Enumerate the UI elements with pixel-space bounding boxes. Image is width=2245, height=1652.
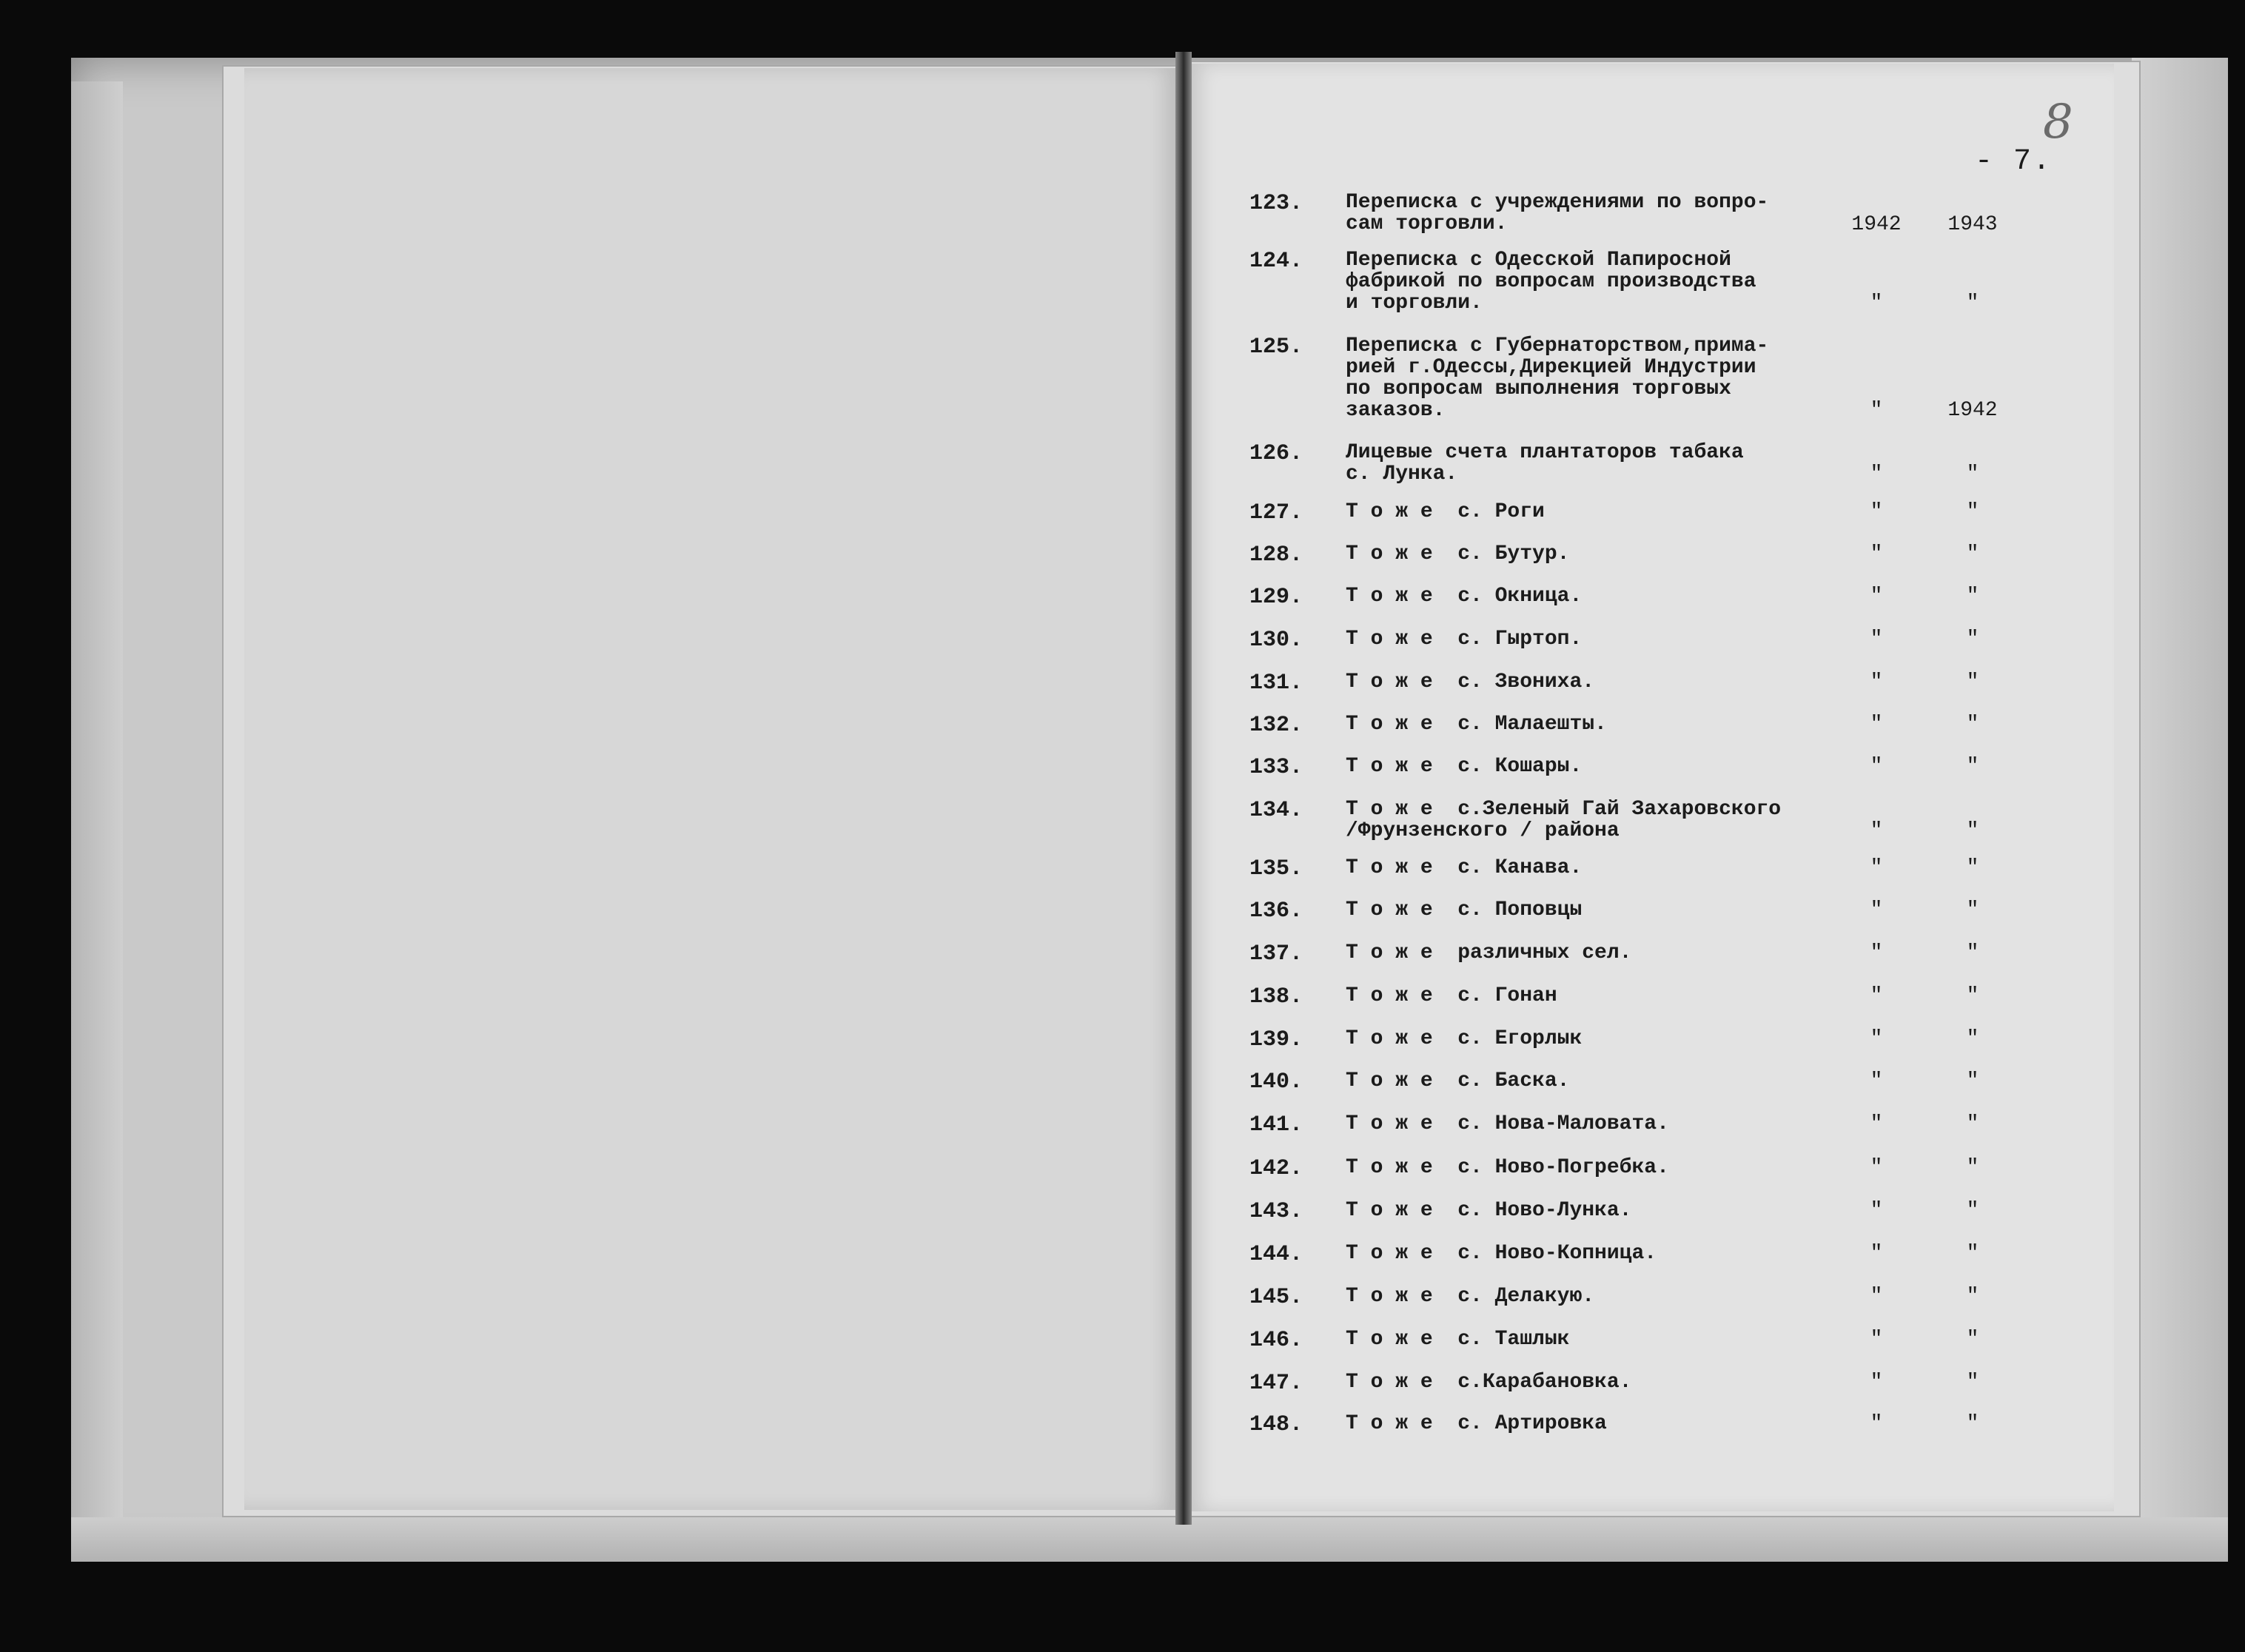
entry-title: Т о ж е с. Ново-Лунка. bbox=[1346, 1199, 1632, 1222]
entry-number: 131. bbox=[1249, 671, 1303, 696]
entry-number: 125. bbox=[1249, 335, 1303, 360]
entry-number: 132. bbox=[1249, 713, 1303, 738]
folder-flap-bottom bbox=[71, 1517, 2228, 1562]
entry-end-year: " bbox=[1966, 984, 1979, 1007]
entry-start-year: " bbox=[1870, 1412, 1883, 1435]
entry-number: 124. bbox=[1249, 249, 1303, 274]
entry-end-year: " bbox=[1966, 941, 1979, 964]
entry-start-year: " bbox=[1870, 463, 1883, 486]
entry-end-year: " bbox=[1966, 1285, 1979, 1308]
entry-end-year: " bbox=[1966, 292, 1979, 315]
entry-number: 146. bbox=[1249, 1328, 1303, 1353]
entry-start-year: " bbox=[1870, 399, 1883, 422]
folder-flap-right bbox=[2132, 58, 2228, 1562]
entry-number: 142. bbox=[1249, 1156, 1303, 1181]
entry-title: Т о ж е с. Канава. bbox=[1346, 856, 1583, 879]
entry-title: Т о ж е с. Поповцы bbox=[1346, 899, 1583, 921]
entry-end-year: " bbox=[1966, 671, 1979, 694]
entry-start-year: " bbox=[1870, 1199, 1883, 1222]
entry-number: 133. bbox=[1249, 755, 1303, 780]
entry-end-year: " bbox=[1966, 1070, 1979, 1092]
entry-title: Т о ж е с. Бутур. bbox=[1346, 543, 1570, 565]
entry-start-year: " bbox=[1870, 1112, 1883, 1135]
entry-title: Т о ж е с. Роги bbox=[1346, 500, 1545, 523]
entry-end-year: " bbox=[1966, 1112, 1979, 1135]
entry-title: Т о ж е с. Делакую. bbox=[1346, 1285, 1595, 1308]
entry-number: 144. bbox=[1249, 1242, 1303, 1267]
entry-number: 143. bbox=[1249, 1199, 1303, 1224]
entry-start-year: " bbox=[1870, 1242, 1883, 1265]
entry-title: Т о ж е с. Малаешты. bbox=[1346, 713, 1607, 736]
entry-title: Т о ж е с. Гыртоп. bbox=[1346, 628, 1583, 651]
entry-start-year: " bbox=[1870, 500, 1883, 523]
entry-end-year: 1943 bbox=[1947, 213, 1998, 236]
entry-end-year: " bbox=[1966, 628, 1979, 651]
entry-title: Т о ж е с. Ташлык bbox=[1346, 1328, 1570, 1351]
blank-left-page bbox=[244, 68, 1178, 1510]
entry-number: 141. bbox=[1249, 1112, 1303, 1138]
entry-title: Т о ж е с. Егорлык bbox=[1346, 1027, 1583, 1050]
book-gutter bbox=[1175, 52, 1192, 1525]
entry-title: Переписка с учреждениями по вопро- сам торговли. bbox=[1346, 191, 1769, 235]
entry-number: 126. bbox=[1249, 441, 1303, 466]
entry-number: 127. bbox=[1249, 500, 1303, 526]
entry-number: 140. bbox=[1249, 1070, 1303, 1095]
entry-end-year: " bbox=[1966, 1199, 1979, 1222]
entry-number: 129. bbox=[1249, 585, 1303, 610]
entry-start-year: " bbox=[1870, 713, 1883, 736]
entry-number: 136. bbox=[1249, 899, 1303, 924]
entry-number: 145. bbox=[1249, 1285, 1303, 1310]
entry-start-year: " bbox=[1870, 543, 1883, 565]
entry-title: Т о ж е с. Гонан bbox=[1346, 984, 1557, 1007]
entry-number: 134. bbox=[1249, 798, 1303, 823]
entry-title: Т о ж е с. Баска. bbox=[1346, 1070, 1570, 1092]
entry-end-year: " bbox=[1966, 755, 1979, 778]
entry-end-year: " bbox=[1966, 856, 1979, 879]
entry-title: Переписка с Губернаторством,прима- рией г.Одессы,Дирекцией Индустрии по вопросам выполнения торговых заказов. bbox=[1346, 335, 1769, 422]
entry-start-year: " bbox=[1870, 755, 1883, 778]
entry-title: Т о ж е с. Звониха. bbox=[1346, 671, 1595, 694]
entry-end-year: " bbox=[1966, 899, 1979, 921]
entry-number: 137. bbox=[1249, 941, 1303, 967]
entry-start-year: " bbox=[1870, 292, 1883, 315]
entry-end-year: " bbox=[1966, 1328, 1979, 1351]
entry-title: Т о ж е с. Кошары. bbox=[1346, 755, 1583, 778]
entry-title: Т о ж е различных сел. bbox=[1346, 941, 1632, 964]
entry-start-year: " bbox=[1870, 585, 1883, 608]
entry-end-year: " bbox=[1966, 463, 1979, 486]
entry-title: Т о ж е с. Нова-Маловата. bbox=[1346, 1112, 1669, 1135]
entry-start-year: " bbox=[1870, 941, 1883, 964]
entry-end-year: " bbox=[1966, 1371, 1979, 1394]
entry-start-year: " bbox=[1870, 1027, 1883, 1050]
handwritten-folio-number: 8 bbox=[2043, 95, 2073, 150]
entry-start-year: " bbox=[1870, 984, 1883, 1007]
entry-start-year: " bbox=[1870, 1328, 1883, 1351]
entry-start-year: " bbox=[1870, 819, 1883, 842]
entry-start-year: " bbox=[1870, 1371, 1883, 1394]
entry-end-year: " bbox=[1966, 1412, 1979, 1435]
entry-number: 148. bbox=[1249, 1412, 1303, 1437]
entry-end-year: 1942 bbox=[1947, 399, 1998, 422]
page-number: - 7. bbox=[1975, 145, 2053, 178]
entry-end-year: " bbox=[1966, 713, 1979, 736]
entry-number: 138. bbox=[1249, 984, 1303, 1010]
entry-end-year: " bbox=[1966, 1027, 1979, 1050]
entry-title: Лицевые счета плантаторов табака с. Лунка. bbox=[1346, 441, 1744, 486]
entry-title: Т о ж е с. Артировка bbox=[1346, 1412, 1607, 1435]
entry-end-year: " bbox=[1966, 543, 1979, 565]
entry-start-year: " bbox=[1870, 671, 1883, 694]
entry-number: 130. bbox=[1249, 628, 1303, 653]
entry-start-year: 1942 bbox=[1851, 213, 1902, 236]
entry-number: 128. bbox=[1249, 543, 1303, 568]
entry-start-year: " bbox=[1870, 856, 1883, 879]
entry-number: 139. bbox=[1249, 1027, 1303, 1052]
entry-title: Т о ж е с.Зеленый Гай Захаровского /Фрунзенского / района bbox=[1346, 798, 1782, 842]
entry-number: 135. bbox=[1249, 856, 1303, 882]
entry-end-year: " bbox=[1966, 819, 1979, 842]
entry-title: Т о ж е с.Карабановка. bbox=[1346, 1371, 1632, 1394]
entry-title: Т о ж е с. Ново-Погребка. bbox=[1346, 1156, 1669, 1179]
entry-title: Т о ж е с. Окница. bbox=[1346, 585, 1583, 608]
entry-end-year: " bbox=[1966, 1156, 1979, 1179]
entry-number: 147. bbox=[1249, 1371, 1303, 1396]
entry-end-year: " bbox=[1966, 1242, 1979, 1265]
entry-start-year: " bbox=[1870, 628, 1883, 651]
entry-start-year: " bbox=[1870, 1285, 1883, 1308]
entry-title: Т о ж е с. Ново-Копница. bbox=[1346, 1242, 1657, 1265]
entry-start-year: " bbox=[1870, 1070, 1883, 1092]
entry-start-year: " bbox=[1870, 899, 1883, 921]
entry-end-year: " bbox=[1966, 585, 1979, 608]
folder-flap-left bbox=[71, 81, 123, 1554]
entry-end-year: " bbox=[1966, 500, 1979, 523]
entry-start-year: " bbox=[1870, 1156, 1883, 1179]
entry-title: Переписка с Одесской Папиросной фабрикой по вопросам производства и торговли. bbox=[1346, 249, 1756, 315]
entry-number: 123. bbox=[1249, 191, 1303, 216]
